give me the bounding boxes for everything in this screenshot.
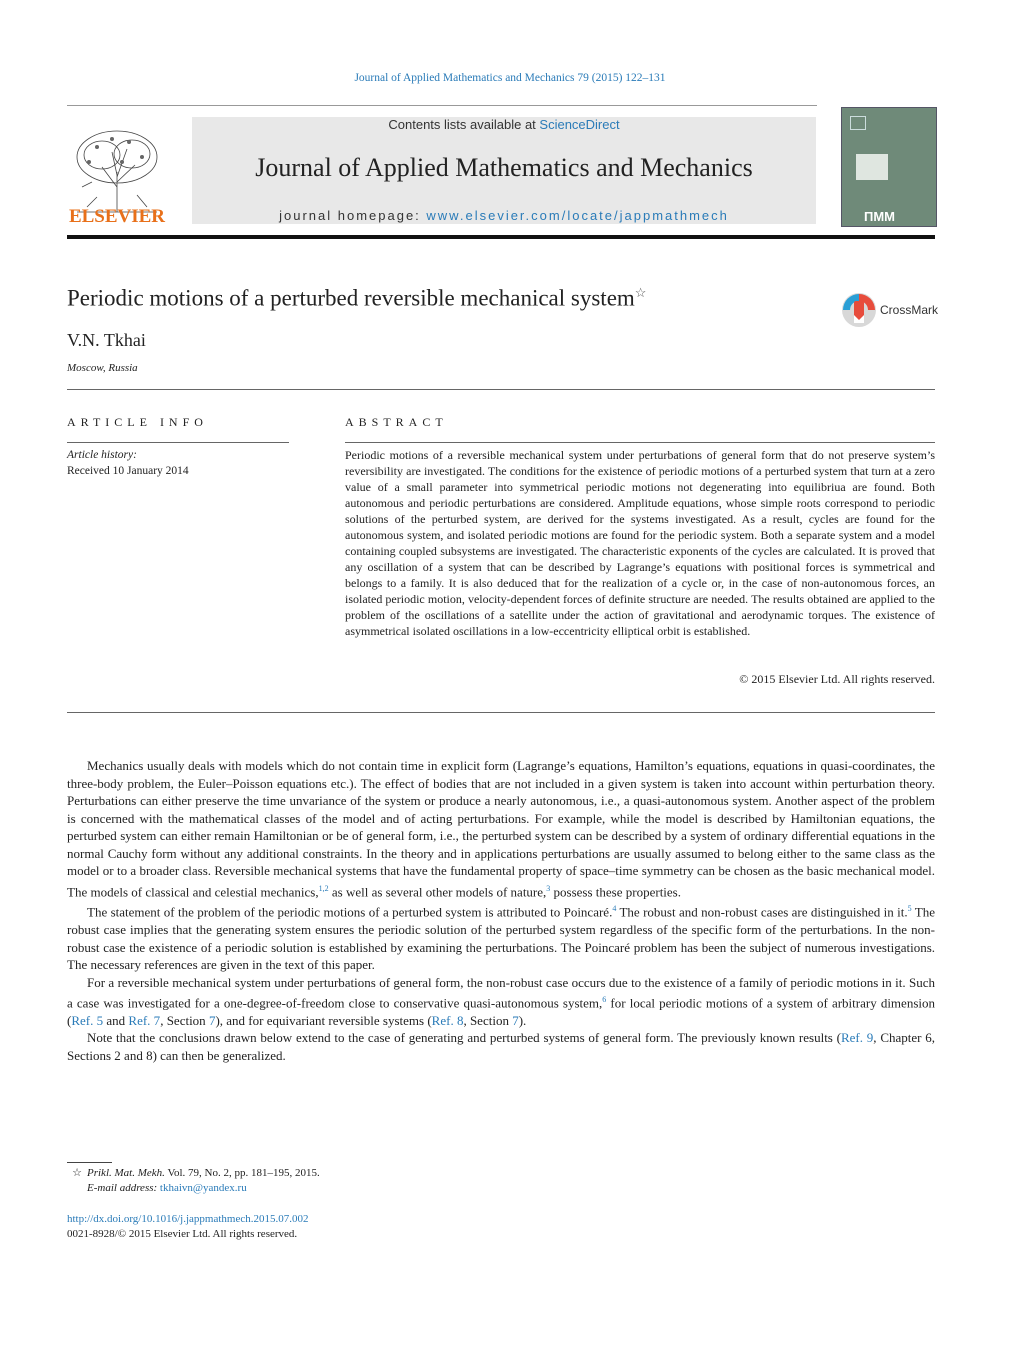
cover-label-icon <box>856 154 888 180</box>
ref-sup-6[interactable]: 6 <box>602 995 607 1005</box>
crossmark-label: CrossMark <box>880 303 939 317</box>
section-7-link-2[interactable]: 7 <box>512 1012 519 1028</box>
ref-5-link[interactable]: Ref. 5 <box>71 1012 104 1028</box>
homepage-line: journal homepage: www.elsevier.com/locate/jappmathmech <box>279 208 729 223</box>
footnote-email: E-mail address: tkhaivn@yandex.ru <box>87 1182 247 1194</box>
abstract-copyright: © 2015 Elsevier Ltd. All rights reserved. <box>739 672 935 686</box>
footnote-rule <box>67 1162 112 1163</box>
paragraph-4: Note that the conclusions drawn below extend to the case of generating and perturbed systems of general form. The previously known results (Ref. 9, Chapter 6, Sections 2 and 8) can then be generalized. <box>67 1030 936 1063</box>
elsevier-wordmark[interactable]: ELSEVIER <box>68 206 166 227</box>
article-info-heading: ARTICLE INFO <box>67 415 208 429</box>
contents-line: Contents lists available at ScienceDirect <box>388 117 620 132</box>
journal-title: Journal of Applied Mathematics and Mechanics <box>255 153 753 182</box>
email-link[interactable]: tkhaivn@yandex.ru <box>159 1182 247 1194</box>
ref-sup-4[interactable]: 4 <box>612 904 617 914</box>
cover-emblem-icon <box>850 116 866 130</box>
title-footnote-mark[interactable]: ☆ <box>634 285 647 300</box>
footnote <box>67 1166 567 1196</box>
crossmark-badge[interactable] <box>840 291 939 329</box>
journal-citation[interactable]: Journal of Applied Mathematics and Mechanics 79 (2015) 122–131 <box>354 72 666 84</box>
ref-sup-1-2[interactable]: 1,2 <box>318 883 329 893</box>
abstract-text: Periodic motions of a reversible mechanical system under perturbations of general form that do not preserve system’s reversibility are investigated. The conditions for the existence of periodic motions of a perturbed system that turn at a zero value of a small parameter into symmetrical periodic motions not degenerating into equilibriua are found. Both autonomous and periodic perturbations are considered. Amplitude equations, whose simple roots correspond to periodic solutions of the perturbed system, are derived for the systems investigated. As a result, cycles are found for the autonomous system, and isolated periodic motions are found for the periodic system. Both a separate system and a model containing coupled subsystems are investigated. The characteristic exponents of the cycles are calculated. It is proved that any oscillation of a system that can be described by Lagrange’s equations with positional forces is symmetrical and belongs to a family. It is also deduced that for the realization of a cycle or, in the case of non-autonomous forces, an isolated periodic motion, velocity-dependent forces of definite structure are needed. The results obtained are applied to the problem of the oscillations of a satellite under the action of gravitational and aerodynamic torques. The existence of asymmetrical isolated oscillations in a low-eccentricity elliptical orbit is established. <box>345 448 935 638</box>
journal-cover-thumbnail[interactable] <box>841 107 937 227</box>
section-7-link[interactable]: 7 <box>208 1012 216 1028</box>
footnote-source: ☆ Prikl. Mat. Mekh. Vol. 79, No. 2, pp. 181–195, 2015. <box>72 1167 320 1179</box>
sciencedirect-link[interactable]: ScienceDirect <box>539 117 620 132</box>
received-date: Received 10 January 2014 <box>67 465 189 477</box>
homepage-link[interactable]: www.elsevier.com/locate/jappmathmech <box>426 208 729 223</box>
abstract-rule <box>345 442 935 443</box>
author-name: V.N. Tkhai <box>67 330 146 350</box>
article-history <box>67 447 189 479</box>
article-body <box>67 757 935 1064</box>
article-history-label: Article history: <box>67 449 137 461</box>
author-affiliation: Moscow, Russia <box>67 362 138 374</box>
journal-banner <box>192 117 816 224</box>
section-divider <box>67 389 935 390</box>
crossmark-icon <box>840 291 878 329</box>
cover-abbrev: ПММ <box>864 209 896 224</box>
paragraph-1: Mechanics usually deals with models which do not contain time in explicit form (Lagrange’s equations, Hamilton’s equations, equations in quasi-coordinates, the three-body problem, the Euler–Poisson equations etc.). The effect of bodies that are not included in a given system is taken into account within perturbation theory. Perturbations can either preserve the time unvariance of the system or produce a nearly autonomous, i.e., a quasi-autonomous system. Another aspect of the problem is concerned with the mathematical classes of the model and of acting perturbations. For example, while the model is described by Hamiltonian equations, the perturbed system can either remain Hamiltonian or be of general form, i.e., the perturbed system can be described by a system of ordinary differential equations in the normal Cauchy form without any additional constraints. In the theory and in applications perturbations are usually assumed to belong either to the same class as the model or to a broader class. Reversible mechanical systems that have the fundamental property of space–time symmetry can be chosen as the basic mechanical model. The models of classical and celestial mechanics,$^{1,2}$ as well as several other models of nature,$^3$ possess these properties. <box>67 758 935 899</box>
ref-sup-5[interactable]: 5 <box>907 904 912 914</box>
header-thick-rule <box>67 235 935 239</box>
abstract-bottom-rule <box>67 712 935 713</box>
paragraph-2: The statement of the problem of the periodic motions of a perturbed system is attributed to Poincaré.$^4$ The robust and non-robust cases are distinguished in it.$^5$ The robust case implies that the generating system ensures the periodic solution of the perturbed system regardless of the specific form of the perturbations. In the non-robust case the existence of a periodic solution is established by examining the perturbations. The Poincaré problem has been the subject of numerous investigations. The necessary references are given in the text of this paper. <box>67 904 935 973</box>
doi-link[interactable]: http://dx.doi.org/10.1016/j.jappmathmech.2015.07.002 <box>67 1213 309 1225</box>
ref-7-link[interactable]: Ref. 7 <box>128 1012 161 1028</box>
abstract-heading: ABSTRACT <box>345 415 448 429</box>
header-top-rule <box>67 105 817 106</box>
ref-8-link[interactable]: Ref. 8 <box>431 1012 464 1028</box>
doi-block <box>67 1212 308 1242</box>
paragraph-3: For a reversible mechanical system under perturbations of general form, the non-robust case occurs due to the existence of a family of periodic motions in it. Such a case was investigated for a one-degree-of-freedom close to conservative quasi-autonomous system,$^6$ for local periodic motions of a system of arbitrary dimension (Ref. 5 and Ref. 7, Section 7), and for equivariant reversible systems (Ref. 8, Section 7). <box>67 974 935 1028</box>
ref-9-link[interactable]: Ref. 9 <box>840 1030 874 1046</box>
issn-line: 0021-8928/© 2015 Elsevier Ltd. All rights reserved. <box>67 1228 298 1240</box>
article-info-rule <box>67 442 289 443</box>
ref-sup-3[interactable]: 3 <box>546 883 551 893</box>
article-title: Periodic motions of a perturbed reversible mechanical system☆ <box>67 285 647 311</box>
